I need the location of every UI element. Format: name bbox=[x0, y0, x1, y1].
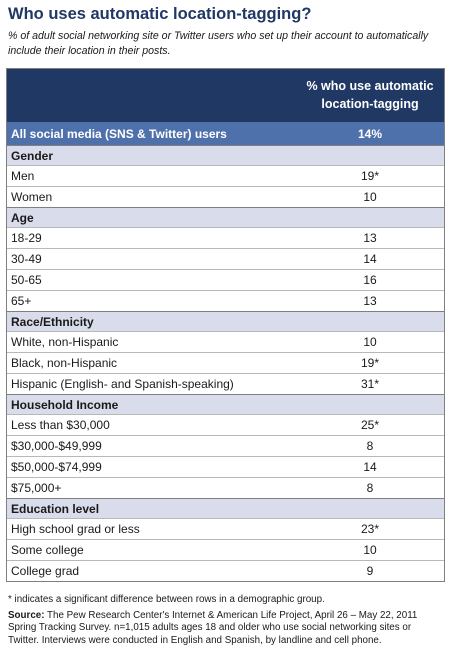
table-row bbox=[7, 352, 444, 373]
all-users-label: All social media (SNS & Twitter) users bbox=[11, 126, 227, 141]
row-value: 10 bbox=[363, 335, 377, 349]
row-value: 9 bbox=[366, 564, 374, 578]
section-heading: Race/Ethnicity bbox=[7, 311, 444, 331]
page-subtitle: % of adult social networking site or Twitter users who set up their account to automatically include their location in their posts. bbox=[8, 30, 429, 57]
table-row bbox=[7, 331, 444, 352]
section-heading: Age bbox=[7, 207, 444, 227]
all-users-value: 14% bbox=[357, 126, 383, 141]
header-empty-cell bbox=[7, 69, 296, 122]
row-value: 8 bbox=[366, 439, 374, 453]
table-row bbox=[7, 477, 444, 498]
row-value: 10 bbox=[363, 543, 377, 557]
source-note bbox=[8, 610, 444, 648]
all-users-row bbox=[7, 122, 444, 145]
row-value: 8 bbox=[366, 481, 374, 495]
row-value: 16 bbox=[363, 273, 377, 287]
row-value: 14 bbox=[363, 252, 377, 266]
table-row bbox=[7, 414, 444, 435]
row-label: 65+ bbox=[11, 294, 32, 308]
row-label: $50,000-$74,999 bbox=[11, 460, 102, 474]
row-label: 50-65 bbox=[11, 273, 42, 287]
source-label: Source: bbox=[8, 609, 45, 621]
table-row bbox=[7, 373, 444, 394]
row-label: $30,000-$49,999 bbox=[11, 439, 102, 453]
row-label: $75,000+ bbox=[11, 481, 62, 495]
row-label: Women bbox=[11, 190, 53, 204]
row-value: 23* bbox=[360, 522, 380, 536]
table-row bbox=[7, 269, 444, 290]
table-header bbox=[7, 69, 444, 122]
row-label: Men bbox=[11, 169, 35, 183]
source-text: The Pew Research Center's Internet & American Life Project, April 26 – May 22, 2011 Spring Tracking Survey. n=1,015 adults ages 18 and older who use social networking sites or Twitter. Interviews were conducted in English and Spanish, by landline and cell phone. bbox=[8, 609, 418, 646]
page-title: Who uses automatic location-tagging? bbox=[8, 5, 312, 23]
row-label: Some college bbox=[11, 543, 84, 557]
row-label: White, non-Hispanic bbox=[11, 335, 119, 349]
table-row bbox=[7, 456, 444, 477]
row-value: 10 bbox=[363, 190, 377, 204]
row-label: 30-49 bbox=[11, 252, 42, 266]
section-heading: Gender bbox=[7, 145, 444, 165]
significance-note: * indicates a significant difference between rows in a demographic group. bbox=[8, 594, 325, 605]
table-row bbox=[7, 435, 444, 456]
row-value: 25* bbox=[360, 418, 380, 432]
table-row bbox=[7, 539, 444, 560]
row-value: 13 bbox=[363, 294, 377, 308]
data-table bbox=[6, 68, 445, 582]
row-label: Hispanic (English- and Spanish-speaking) bbox=[11, 377, 234, 391]
table-row bbox=[7, 186, 444, 207]
table-row bbox=[7, 518, 444, 539]
footnote-block bbox=[8, 594, 444, 650]
row-label: Black, non-Hispanic bbox=[11, 356, 118, 370]
section-heading: Education level bbox=[7, 498, 444, 518]
table-row bbox=[7, 290, 444, 311]
table-row bbox=[7, 560, 444, 581]
section-heading: Household Income bbox=[7, 394, 444, 414]
table-row bbox=[7, 165, 444, 186]
row-value: 19* bbox=[360, 169, 380, 183]
row-value: 19* bbox=[360, 356, 380, 370]
row-label: High school grad or less bbox=[11, 522, 140, 536]
table-body bbox=[7, 145, 444, 581]
column-header: % who use automatic location-tagging bbox=[306, 79, 434, 111]
row-value: 31* bbox=[360, 377, 380, 391]
table-row bbox=[7, 248, 444, 269]
table-row bbox=[7, 227, 444, 248]
row-label: 18-29 bbox=[11, 231, 42, 245]
row-label: Less than $30,000 bbox=[11, 418, 110, 432]
row-label: College grad bbox=[11, 564, 80, 578]
row-value: 14 bbox=[363, 460, 377, 474]
row-value: 13 bbox=[363, 231, 377, 245]
